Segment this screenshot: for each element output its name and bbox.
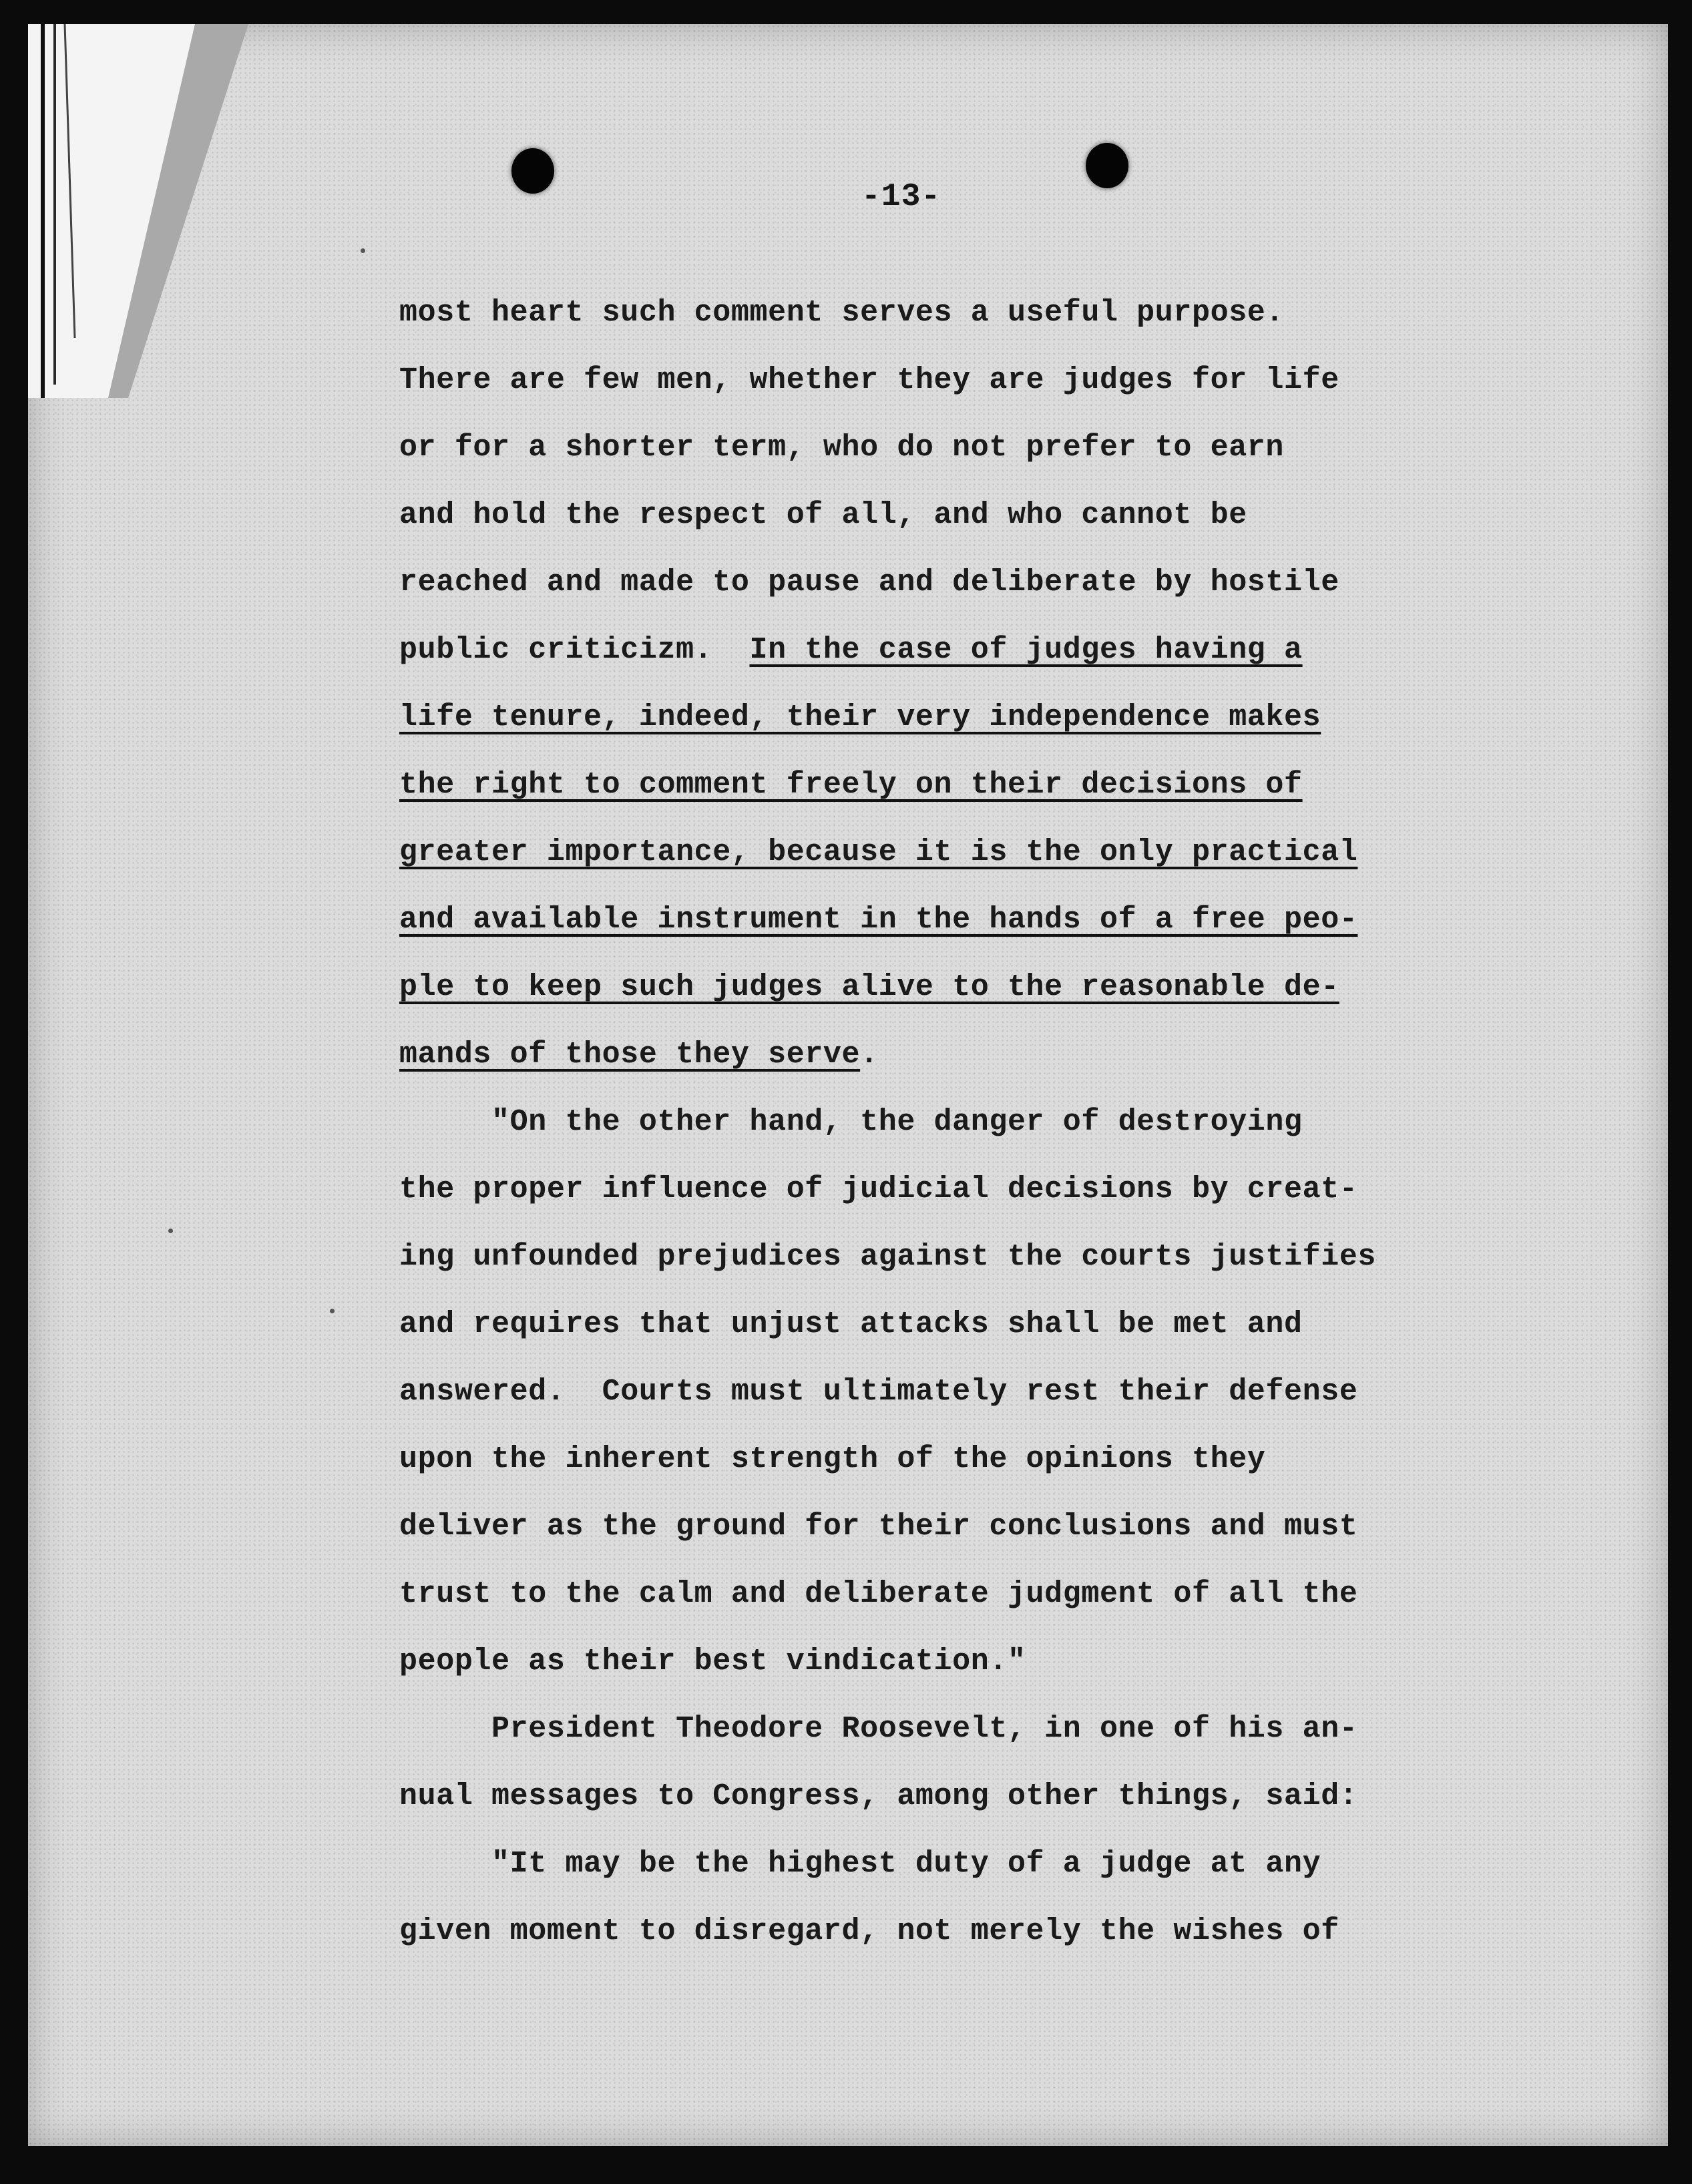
paper-speck xyxy=(168,1229,173,1233)
text-line: trust to the calm and deliberate judgment of all the xyxy=(399,1577,1358,1611)
text-line: deliver as the ground for their conclusions and must xyxy=(399,1510,1358,1544)
body-text xyxy=(399,279,1494,1965)
text-line: most heart such comment serves a useful purpose. xyxy=(399,296,1285,330)
text-line: reached and made to pause and deliberate by hostile xyxy=(399,566,1339,600)
line-segment: public criticizm. xyxy=(399,633,750,667)
text-line: people as their best vindication." xyxy=(399,1645,1026,1679)
text-line xyxy=(399,819,1494,886)
line-segment: . xyxy=(860,1038,879,1072)
underlined-segment: ple to keep such judges alive to the reasonable de- xyxy=(399,970,1339,1004)
text-line: answered. Courts must ultimately rest their defense xyxy=(399,1375,1358,1409)
page-number: -13- xyxy=(861,179,941,215)
text-line: and hold the respect of all, and who cannot be xyxy=(399,498,1247,532)
underlined-segment: In the case of judges having a xyxy=(749,633,1303,667)
text-line: given moment to disregard, not merely the wishes of xyxy=(399,1914,1339,1948)
text-line: or for a shorter term, who do not prefer to earn xyxy=(399,431,1285,465)
text-line: upon the inherent strength of the opinions they xyxy=(399,1442,1266,1476)
text-line xyxy=(399,953,1494,1021)
text-line xyxy=(399,751,1494,819)
text-line: There are few men, whether they are judges for life xyxy=(399,363,1339,397)
text-line: "On the other hand, the danger of destroying xyxy=(399,1105,1303,1139)
underlined-segment: life tenure, indeed, their very independence makes xyxy=(399,700,1321,734)
text-line: and requires that unjust attacks shall be met and xyxy=(399,1307,1303,1341)
text-line: ing unfounded prejudices against the courts justifies xyxy=(399,1240,1377,1274)
punch-hole-left xyxy=(511,148,554,194)
text-line: President Theodore Roosevelt, in one of his an- xyxy=(399,1712,1358,1746)
text-line: "It may be the highest duty of a judge at any xyxy=(399,1847,1321,1881)
text-line xyxy=(399,886,1494,953)
underlined-segment: mands of those they serve xyxy=(399,1038,861,1072)
text-line xyxy=(399,684,1494,751)
punch-hole-right xyxy=(1086,143,1128,188)
text-line xyxy=(399,616,1494,684)
paper-speck xyxy=(330,1309,335,1313)
underlined-segment: and available instrument in the hands of a free peo- xyxy=(399,903,1358,937)
underlined-segment: greater importance, because it is the only practical xyxy=(399,835,1358,869)
paper-speck xyxy=(361,248,365,253)
text-line: the proper influence of judicial decisions by creat- xyxy=(399,1172,1358,1207)
folded-corner xyxy=(28,24,248,398)
text-line: nual messages to Congress, among other things, said: xyxy=(399,1779,1358,1813)
underlined-segment: the right to comment freely on their decisions of xyxy=(399,768,1303,802)
text-line xyxy=(399,1021,1494,1088)
